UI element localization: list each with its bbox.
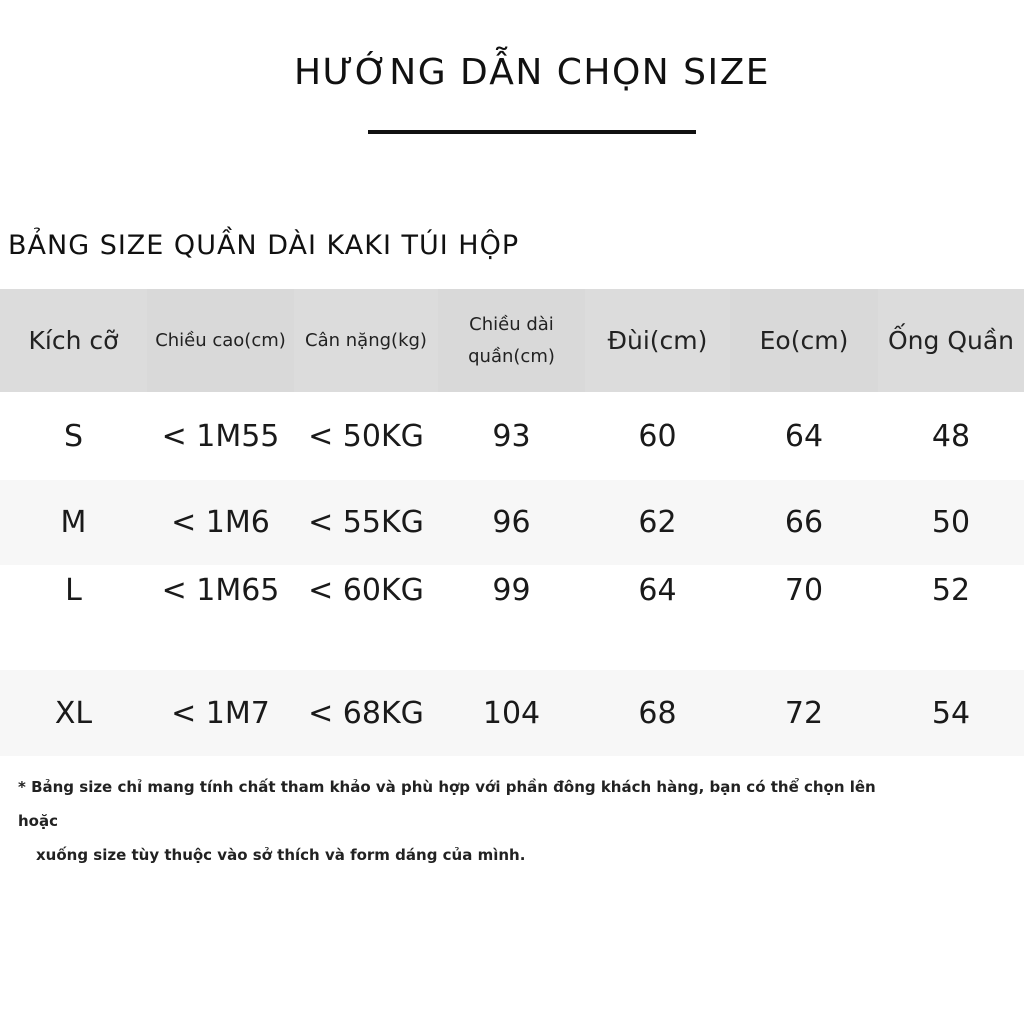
size-table [0,289,1024,756]
cell-length: 93 [492,418,531,454]
cell-height: < 1M6 [171,505,270,540]
cell-waist: 66 [784,505,824,540]
table-header-row [0,289,1024,392]
cell-weight: < 60KG [308,573,424,608]
cell-leg-opening: 52 [931,573,971,608]
cell-thigh: 60 [638,418,677,454]
cell-size: S [63,418,84,454]
header-length: Chiều dài quần(cm) [438,289,585,392]
size-table-title: BẢNG SIZE QUẦN DÀI KAKI TÚI HỘP [8,230,520,261]
table-row [0,565,1024,670]
header-weight: Cân nặng(kg) [294,289,438,392]
table-row [0,480,1024,565]
header-height: Chiều cao(cm) [147,289,294,392]
cell-height: < 1M7 [171,695,270,731]
cell-height: < 1M55 [161,418,280,454]
cell-leg-opening: 50 [931,505,971,540]
disclaimer-line-1: * Bảng size chỉ mang tính chất tham khảo và phù hợp với phần đông khách hàng, bạn có thể chọn lên hoặc [18,778,876,830]
cell-weight: < 50KG [308,418,424,454]
cell-length: 99 [492,573,531,608]
cell-thigh: 62 [638,505,677,540]
cell-weight: < 68KG [308,695,424,731]
cell-waist: 72 [784,695,824,731]
header-leg-opening: Ống Quần [878,289,1024,392]
cell-leg-opening: 54 [931,695,971,731]
cell-size: L [65,573,82,608]
disclaimer-line-2: xuống size tùy thuộc vào sở thích và form dáng của mình. [36,846,526,864]
cell-leg-opening: 48 [931,418,971,454]
page-title: HƯỚNG DẪN CHỌN SIZE [293,52,771,93]
cell-size: XL [54,695,93,731]
header-size: Kích cỡ [0,289,147,392]
title-underline [368,130,696,134]
table-row [0,392,1024,480]
size-disclaimer-note [18,770,898,872]
header-thigh: Đùi(cm) [585,289,730,392]
cell-waist: 64 [784,418,824,454]
cell-waist: 70 [784,573,824,608]
cell-length: 104 [482,695,541,731]
cell-length: 96 [492,505,531,540]
cell-height: < 1M65 [161,573,280,608]
header-waist: Eo(cm) [730,289,878,392]
table-row [0,670,1024,756]
cell-size: M [60,505,87,540]
cell-thigh: 68 [638,695,677,731]
cell-weight: < 55KG [308,505,424,540]
cell-thigh: 64 [638,573,677,608]
